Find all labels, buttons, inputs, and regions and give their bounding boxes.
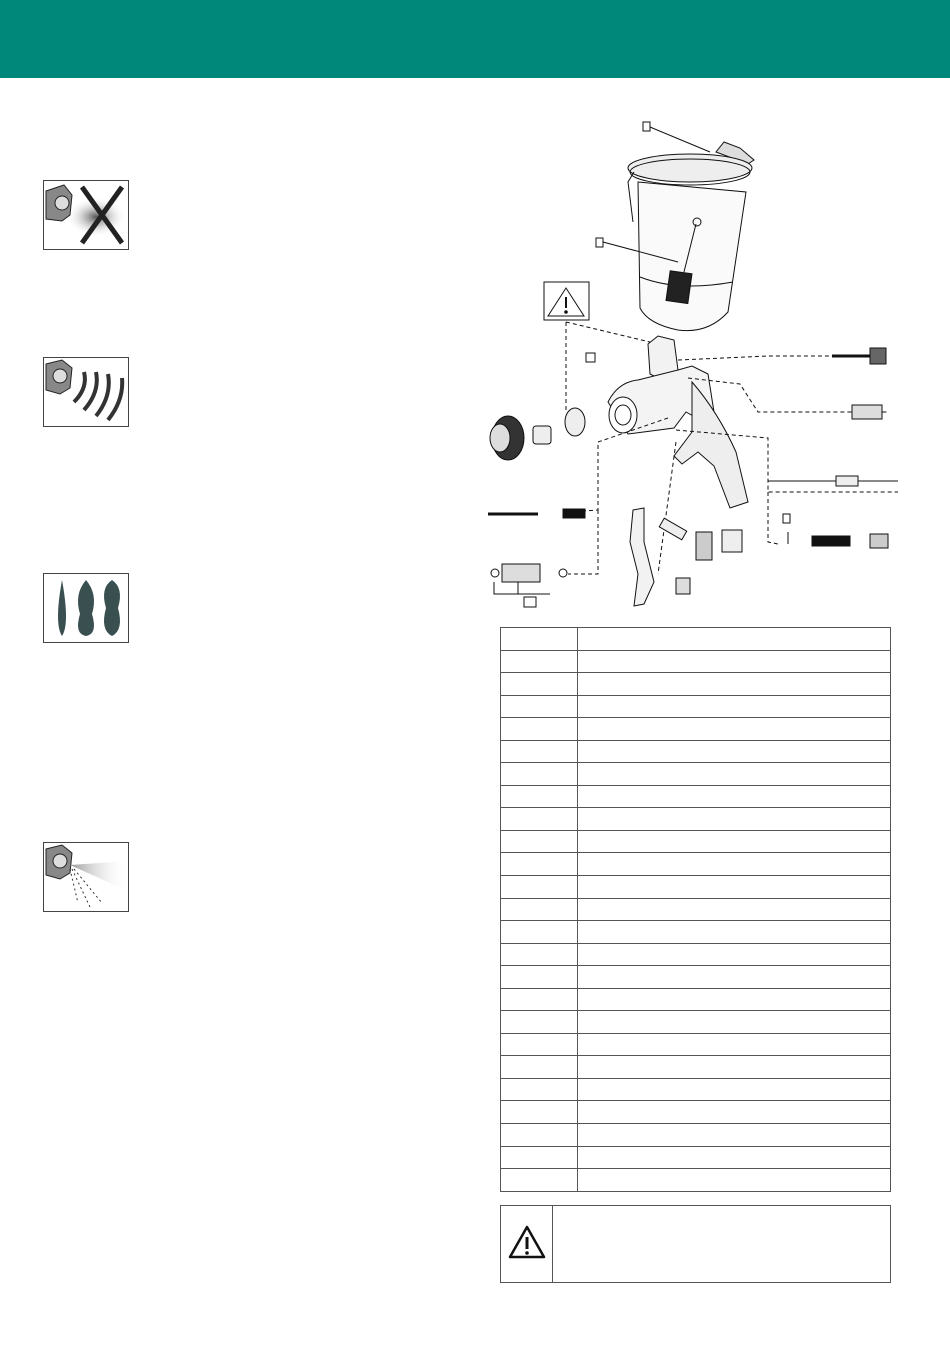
table-row bbox=[501, 1169, 891, 1192]
table-row bbox=[501, 876, 891, 899]
part-number-cell bbox=[501, 1146, 578, 1169]
part-description-cell bbox=[578, 718, 891, 741]
part-number-cell bbox=[501, 898, 578, 921]
table-row bbox=[501, 1033, 891, 1056]
part-description-cell bbox=[578, 1078, 891, 1101]
part-number-cell bbox=[501, 1101, 578, 1124]
part-description-cell bbox=[578, 988, 891, 1011]
part-description-cell bbox=[578, 921, 891, 944]
table-row bbox=[501, 650, 891, 673]
table-row bbox=[501, 763, 891, 786]
table-row bbox=[501, 988, 891, 1011]
spray-pattern-shapes-icon bbox=[43, 573, 129, 643]
table-row bbox=[501, 1146, 891, 1169]
part-number-cell bbox=[501, 876, 578, 899]
part-description-cell bbox=[578, 740, 891, 763]
table-row bbox=[501, 695, 891, 718]
part-number-cell bbox=[501, 628, 578, 651]
table-row bbox=[501, 966, 891, 989]
table-row bbox=[501, 898, 891, 921]
part-number-cell bbox=[501, 695, 578, 718]
table-row bbox=[501, 785, 891, 808]
part-description-cell bbox=[578, 876, 891, 899]
table-row bbox=[501, 808, 891, 831]
part-description-cell bbox=[578, 650, 891, 673]
part-number-cell bbox=[501, 988, 578, 1011]
part-description-cell bbox=[578, 830, 891, 853]
table-row bbox=[501, 628, 891, 651]
part-number-cell bbox=[501, 650, 578, 673]
table-row bbox=[501, 1078, 891, 1101]
part-description-cell bbox=[578, 966, 891, 989]
part-description-cell bbox=[578, 695, 891, 718]
part-number-cell bbox=[501, 673, 578, 696]
table-row bbox=[501, 1056, 891, 1079]
part-number-cell bbox=[501, 830, 578, 853]
part-number-cell bbox=[501, 1078, 578, 1101]
table-row bbox=[501, 673, 891, 696]
parts-table bbox=[500, 627, 891, 1192]
table-row bbox=[501, 1101, 891, 1124]
part-number-cell bbox=[501, 785, 578, 808]
table-row bbox=[501, 1011, 891, 1034]
part-number-cell bbox=[501, 763, 578, 786]
part-description-cell bbox=[578, 763, 891, 786]
part-number-cell bbox=[501, 966, 578, 989]
part-number-cell bbox=[501, 1169, 578, 1192]
part-description-cell bbox=[578, 808, 891, 831]
part-description-cell bbox=[578, 1169, 891, 1192]
part-description-cell bbox=[578, 1011, 891, 1034]
part-description-cell bbox=[578, 943, 891, 966]
part-description-cell bbox=[578, 1146, 891, 1169]
warning-triangle-icon bbox=[501, 1206, 552, 1282]
part-description-cell bbox=[578, 1124, 891, 1147]
part-description-cell bbox=[578, 1056, 891, 1079]
part-number-cell bbox=[501, 740, 578, 763]
part-description-cell bbox=[578, 785, 891, 808]
spray-crossed-out-icon bbox=[43, 180, 129, 250]
part-number-cell bbox=[501, 1011, 578, 1034]
table-row bbox=[501, 921, 891, 944]
header-band bbox=[0, 0, 950, 78]
table-row bbox=[501, 1124, 891, 1147]
table-row bbox=[501, 830, 891, 853]
part-number-cell bbox=[501, 1124, 578, 1147]
spray-gun-exploded-view bbox=[478, 112, 908, 612]
warning-note bbox=[500, 1205, 891, 1283]
table-row bbox=[501, 943, 891, 966]
part-number-cell bbox=[501, 808, 578, 831]
part-description-cell bbox=[578, 673, 891, 696]
part-description-cell bbox=[578, 853, 891, 876]
spray-waves-icon bbox=[43, 357, 129, 427]
part-description-cell bbox=[578, 628, 891, 651]
part-description-cell bbox=[578, 898, 891, 921]
part-number-cell bbox=[501, 921, 578, 944]
spray-droplets-icon bbox=[43, 842, 129, 912]
table-row bbox=[501, 718, 891, 741]
table-row bbox=[501, 740, 891, 763]
part-number-cell bbox=[501, 718, 578, 741]
part-number-cell bbox=[501, 853, 578, 876]
table-row bbox=[501, 853, 891, 876]
part-description-cell bbox=[578, 1101, 891, 1124]
part-number-cell bbox=[501, 1033, 578, 1056]
part-description-cell bbox=[578, 1033, 891, 1056]
part-number-cell bbox=[501, 1056, 578, 1079]
part-number-cell bbox=[501, 943, 578, 966]
warning-icon-cell bbox=[501, 1206, 553, 1282]
